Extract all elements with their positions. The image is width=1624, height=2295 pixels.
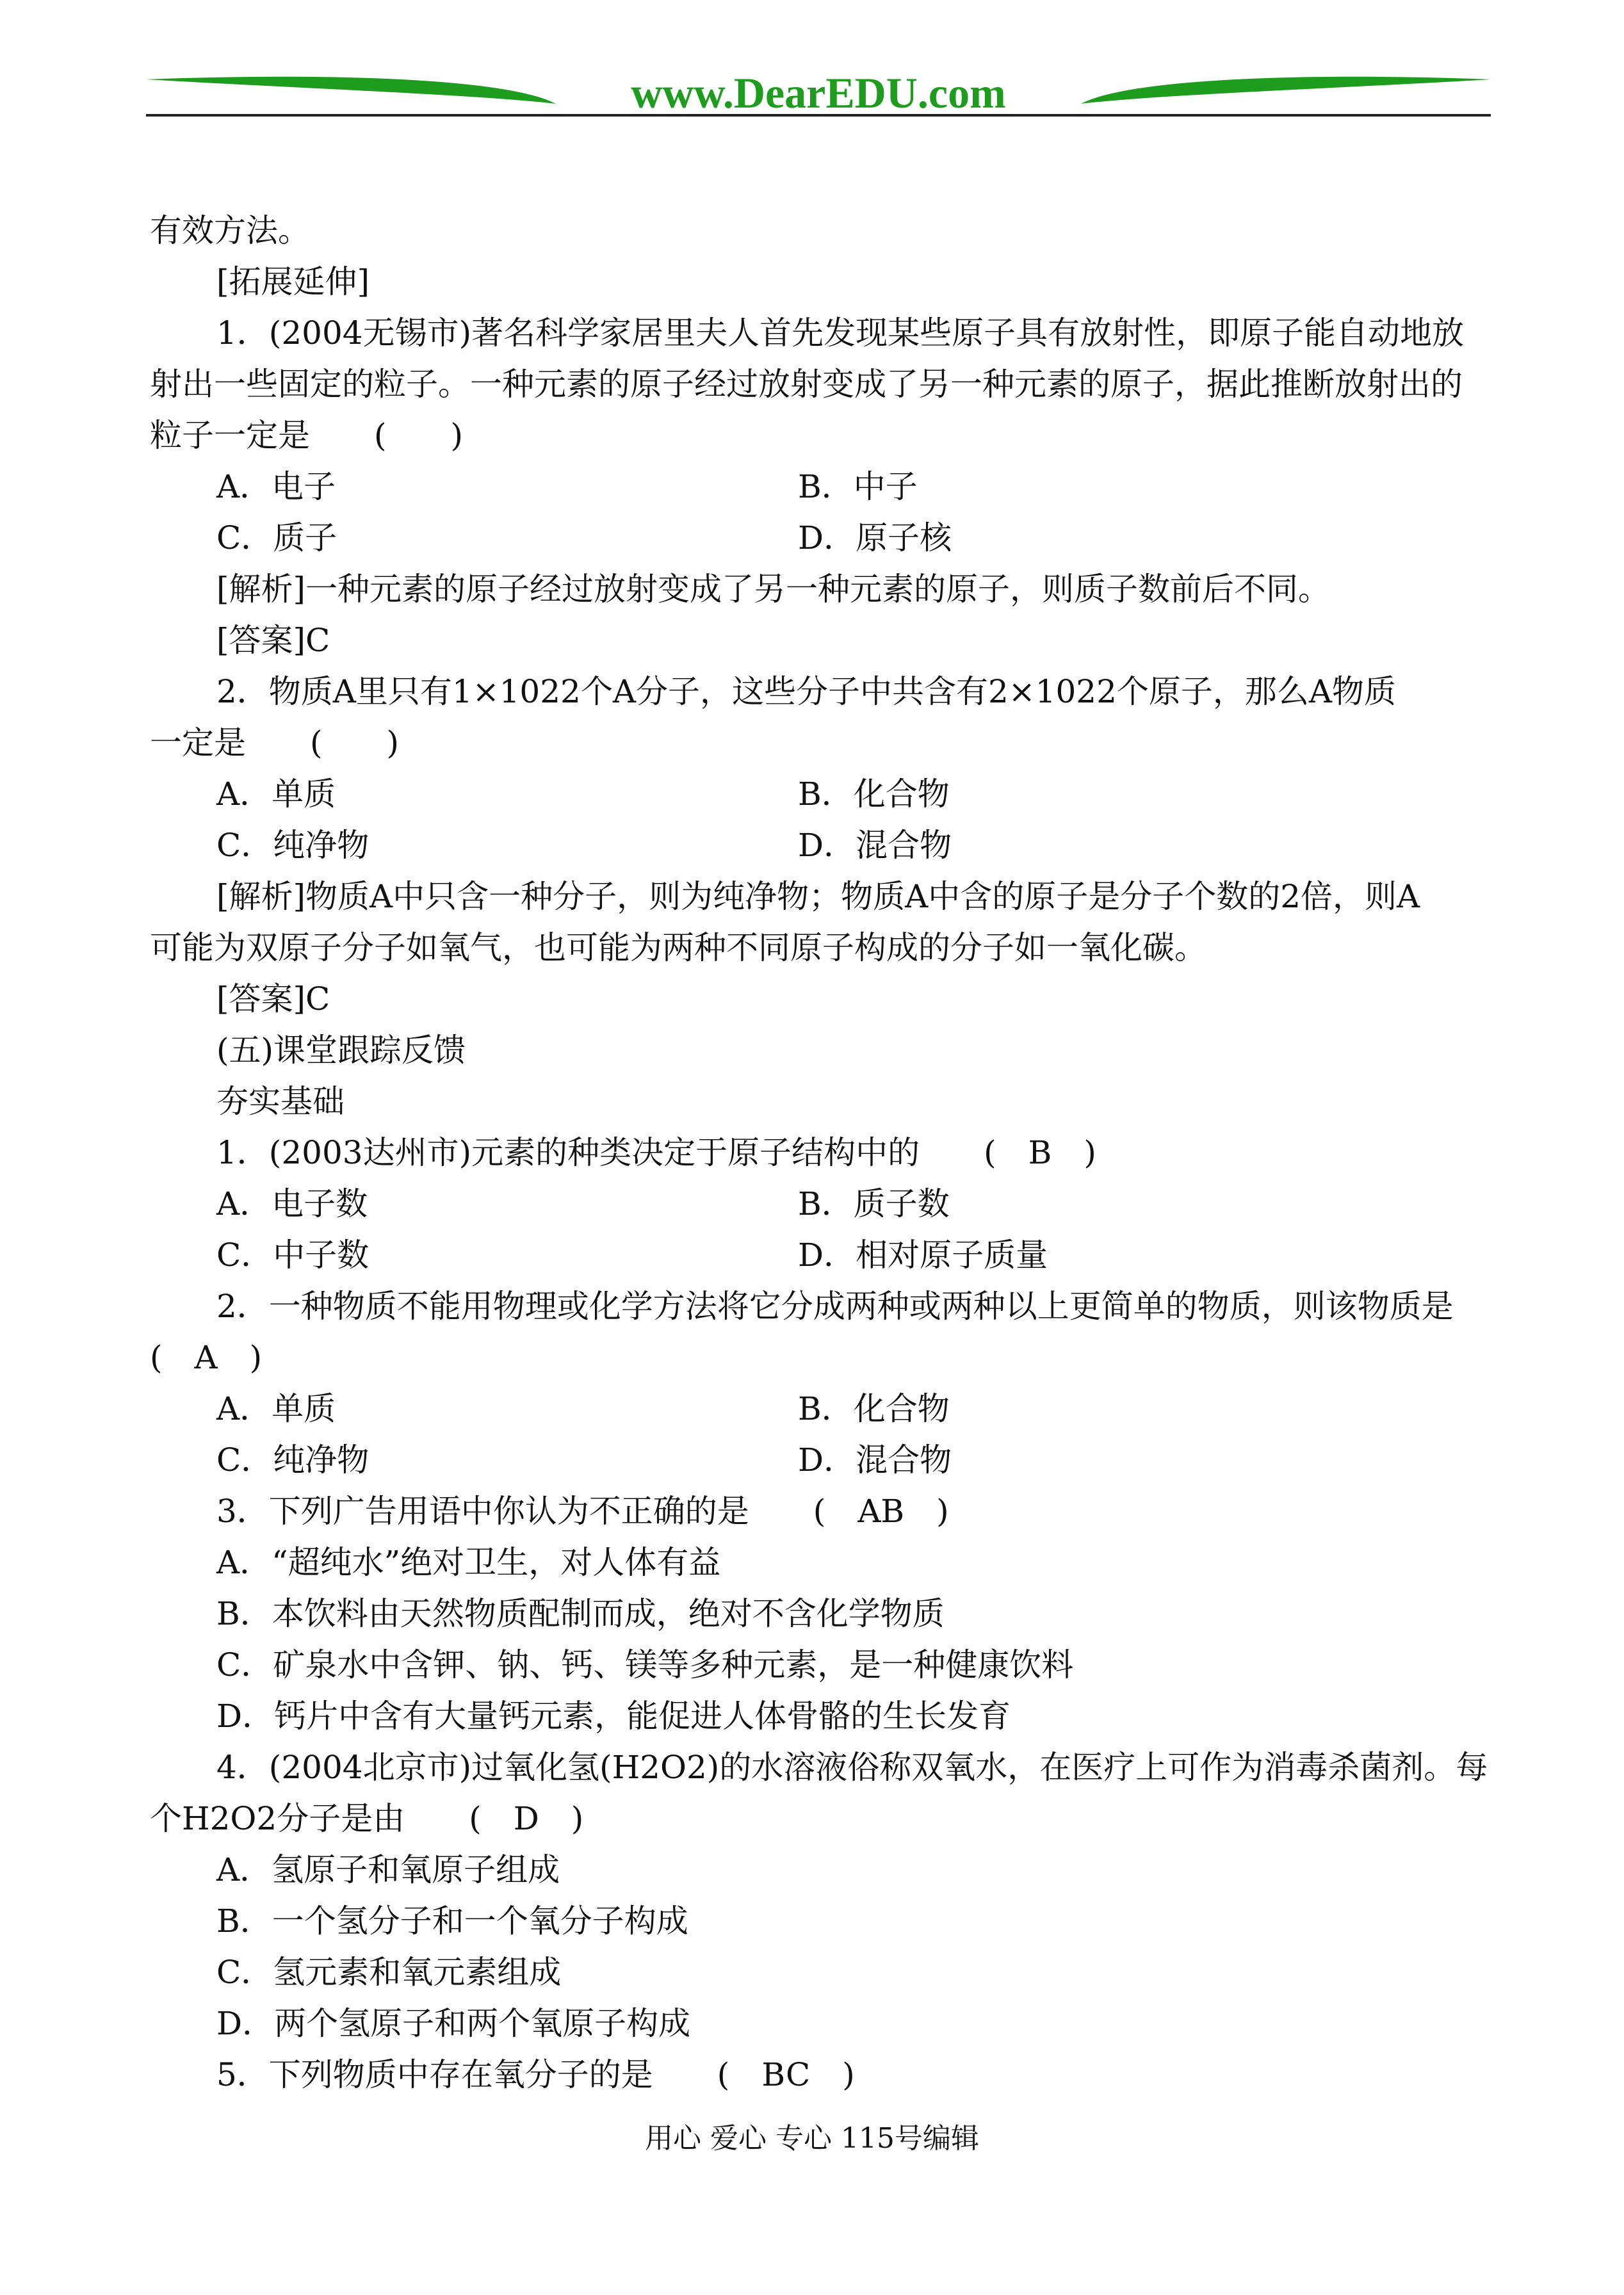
option-line: A．氢原子和氧原子组成 [216,1851,560,1888]
option-row [150,512,1495,564]
option-row [150,1178,1495,1229]
question-line: 射出一些固定的粒子。一种元素的原子经过放射变成了另一种元素的原子，据此推断放射出的 [150,366,1463,403]
question-line: ( A ) [150,1339,263,1376]
option-row [150,820,1495,871]
option-line: D．钙片中含有大量钙元素，能促进人体骨骼的生长发育 [216,1698,1011,1735]
section-heading: 夯实基础 [216,1083,345,1120]
analysis-line: [解析]一种元素的原子经过放射变成了另一种元素的原子，则质子数前后不同。 [216,571,1331,608]
option-text: B．化合物 [798,775,950,813]
option-text: D．相对原子质量 [798,1237,1048,1274]
question-line: 1．(2003达州市)元素的种类决定于原子结构中的 ( B ) [216,1134,1096,1171]
question-line: 1．(2004无锡市)著名科学家居里夫人首先发现某些原子具有放射性，即原子能自动地放 [216,314,1465,352]
option-text: D．原子核 [798,519,952,556]
document-body [150,205,1495,2100]
text-line: 有效方法。 [150,212,310,249]
question-line: 粒子一定是 ( ) [150,417,464,454]
option-text: A．电子数 [216,1185,368,1222]
option-text: D．混合物 [798,827,952,864]
option-row [150,1383,1495,1434]
page-footer: 用心 爱心 专心 115号编辑 [645,2122,979,2155]
question-line: 3．下列广告用语中你认为不正确的是 ( AB ) [216,1493,949,1530]
option-row [150,1229,1495,1281]
section-heading: [拓展延伸] [216,263,370,300]
question-line: 2．物质A里只有1×1022个A分子，这些分子中共含有2×1022个原子，那么A物质 [216,673,1397,710]
option-text: C．质子 [216,519,337,556]
option-text: C．中子数 [216,1237,369,1274]
question-line: 一定是 ( ) [150,724,400,761]
option-row [150,1434,1495,1486]
page-header [146,64,1491,128]
option-row [150,768,1495,820]
option-line: C．氢元素和氧元素组成 [216,1954,562,1991]
header-banner [146,64,1491,128]
option-text: A．电子 [216,468,336,505]
option-line: B．一个氢分子和一个氧分子构成 [216,1902,688,1940]
question-line: 5．下列物质中存在氧分子的是 ( BC ) [216,2056,855,2093]
option-text: A．单质 [216,1390,336,1427]
analysis-line: 可能为双原子分子如氧气，也可能为两种不同原子构成的分子如一氧化碳。 [150,929,1206,966]
question-line: 2．一种物质不能用物理或化学方法将它分成两种或两种以上更简单的物质，则该物质是 [216,1288,1454,1325]
left-leaf-swoosh [146,77,556,104]
option-text: C．纯净物 [216,1441,369,1479]
option-row [150,461,1495,512]
option-line: C．矿泉水中含钾、钠、钙、镁等多种元素，是一种健康饮料 [216,1646,1074,1683]
option-text: B．质子数 [798,1185,950,1222]
option-text: C．纯净物 [216,827,369,864]
option-text: B．中子 [798,468,918,505]
right-leaf-swoosh [1081,77,1491,104]
option-line: A．“超纯水”绝对卫生，对人体有益 [216,1544,721,1581]
question-line: 4．(2004北京市)过氧化氢(H2O2)的水溶液俗称双氧水，在医疗上可作为消毒杀菌剂。每 [216,1749,1488,1786]
analysis-line: [解析]物质A中只含一种分子，则为纯净物；物质A中含的原子是分子个数的2倍，则A [216,878,1420,915]
option-text: A．单质 [216,775,336,813]
option-line: D．两个氢原子和两个氧原子构成 [216,2005,691,2042]
answer-line: [答案]C [216,622,330,659]
option-text: B．化合物 [798,1390,950,1427]
answer-line: [答案]C [216,980,330,1018]
option-text: D．混合物 [798,1441,952,1479]
option-line: B．本饮料由天然物质配制而成，绝对不含化学物质 [216,1595,945,1632]
section-heading: (五)课堂跟踪反馈 [216,1032,466,1069]
site-logo-text: www.DearEDU.com [631,69,1006,117]
question-line: 个H2O2分子是由 ( D ) [150,1800,584,1837]
